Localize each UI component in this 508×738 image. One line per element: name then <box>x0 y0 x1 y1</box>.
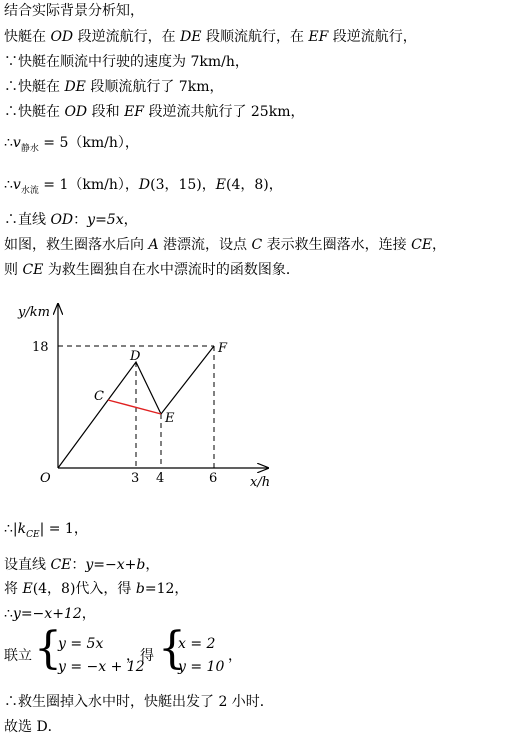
point-e-label: E <box>165 411 175 426</box>
y-axis-label: y/km <box>18 305 50 320</box>
text-line-4: ∴快艇在 DE 段顺流航行了 7km， <box>4 79 224 95</box>
x-tick-4: 4 <box>156 471 165 486</box>
system-eq-1: y = 5x <box>58 636 104 652</box>
text-line-6: $\therefore v_{静水} = 5(km/h)$， <box>4 135 139 154</box>
text-line-16: ∴救生圈掉入水中时，快艇出发了 2 小时． <box>4 694 274 710</box>
solution-x: x = 2 <box>178 636 216 652</box>
text-line-3: ∵快艇在顺流中行驶的速度为 7km/h， <box>4 54 249 70</box>
text-line-12: 设直线 CE：y=−x+b， <box>4 557 160 573</box>
text-line-9: 如图，救生圈落水后向 A 港漂流，设点 C 表示救生圈落水，连接 CE， <box>4 237 447 253</box>
text-line-15-prefix: 联立 <box>4 648 32 664</box>
text-line-7: $\therefore v_{水流} = 1(km/h)$，D(3，15)，E(4，8)， <box>4 177 283 196</box>
text-line-15-end: ， <box>228 648 242 664</box>
point-c-label: C <box>94 389 104 404</box>
graph <box>0 290 300 500</box>
x-tick-6: 6 <box>209 471 218 486</box>
point-d-label: D <box>130 349 141 364</box>
text-line-8: ∴直线 OD：y=5x， <box>4 212 138 228</box>
solution-y: y = 10 <box>178 659 225 675</box>
text-line-1: 结合实际背景分析知， <box>4 3 144 19</box>
text-line-14: ∴y=−x+12， <box>4 606 96 622</box>
left-brace-1: { <box>34 623 62 674</box>
text-line-10: 则 CE 为救生圈独自在水中漂流时的函数图象． <box>4 262 300 278</box>
point-f-label: F <box>218 341 228 356</box>
x-tick-3: 3 <box>131 471 140 486</box>
text-line-11: $\therefore|k_{CE}| = 1$， <box>4 521 88 540</box>
text-line-2: 快艇在 OD 段逆流航行，在 DE 段顺流航行，在 EF 段逆流航行， <box>4 29 417 45</box>
ce-line <box>108 400 161 414</box>
text-line-13: 将 E(4，8)代入，得 b=12， <box>4 581 189 597</box>
left-brace-2: { <box>158 623 186 674</box>
text-line-17: 故选 D． <box>4 719 62 735</box>
text-line-5: ∴快艇在 OD 段和 EF 段逆流共航行了 25km， <box>4 104 305 120</box>
system-eq-2: y = −x + 12 <box>58 659 145 675</box>
y-tick-18: 18 <box>32 340 49 355</box>
origin-label: O <box>40 471 51 486</box>
x-axis-label: x/h <box>250 475 271 490</box>
text-line-15-mid: ，得 <box>126 648 154 664</box>
